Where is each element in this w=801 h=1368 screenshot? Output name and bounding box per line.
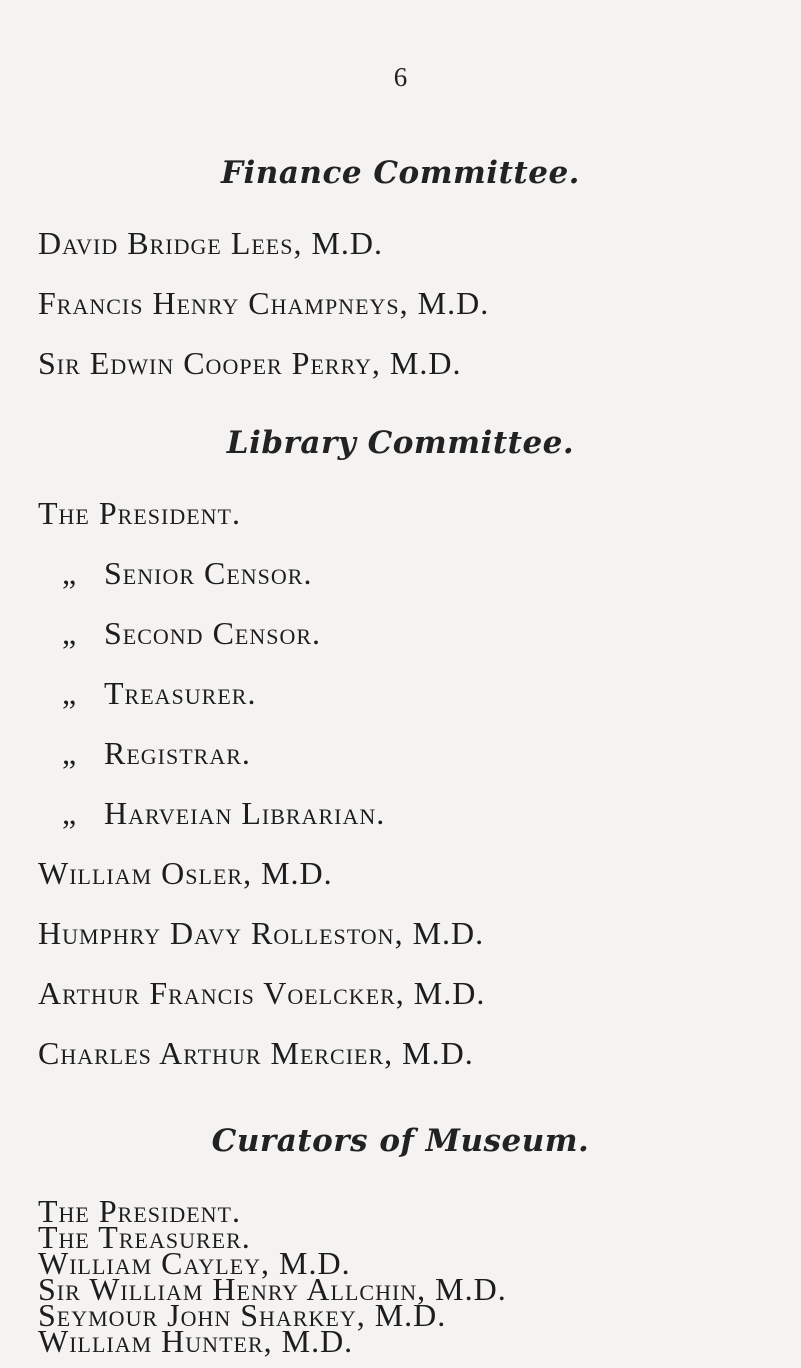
library-member: William Osler, M.D. <box>38 855 333 891</box>
page-number: 6 <box>393 62 408 92</box>
library-member <box>62 735 251 772</box>
curators-heading: Curators of Museum. <box>211 1123 590 1159</box>
finance-member: Francis Henry Champneys, M.D. <box>38 285 490 321</box>
ditto-mark: „ <box>62 615 78 651</box>
curator: The President. <box>38 1193 241 1229</box>
curator: Sir William Henry Allchin, M.D. <box>38 1271 507 1307</box>
finance-committee-heading: Finance Committee. <box>221 155 580 191</box>
library-member <box>62 555 312 592</box>
library-member: Charles Arthur Mercier, M.D. <box>38 1035 474 1071</box>
library-member: The President. <box>38 495 241 531</box>
curator: William Cayley, M.D. <box>38 1245 351 1281</box>
library-member-name: Harveian Librarian. <box>104 795 386 831</box>
finance-member: David Bridge Lees, M.D. <box>38 225 384 261</box>
curator: The Treasurer. <box>38 1219 251 1255</box>
library-member-name: Second Censor. <box>104 615 322 651</box>
library-member <box>62 675 256 712</box>
library-member <box>62 615 321 652</box>
library-member-name: Senior Censor. <box>104 555 313 591</box>
library-member-name: Registrar. <box>104 735 251 771</box>
ditto-mark: „ <box>62 675 78 711</box>
library-member <box>62 795 385 832</box>
curator: William Hunter, M.D. <box>38 1323 354 1359</box>
library-committee-heading: Library Committee. <box>226 425 575 461</box>
finance-member: Sir Edwin Cooper Perry, M.D. <box>38 345 462 381</box>
curator: Seymour John Sharkey, M.D. <box>38 1297 447 1333</box>
ditto-mark: „ <box>62 735 78 771</box>
ditto-mark: „ <box>62 795 78 831</box>
library-member: Humphry Davy Rolleston, M.D. <box>38 915 485 951</box>
library-member-name: Treasurer. <box>104 675 257 711</box>
library-member: Arthur Francis Voelcker, M.D. <box>38 975 486 1011</box>
ditto-mark: „ <box>62 555 78 591</box>
